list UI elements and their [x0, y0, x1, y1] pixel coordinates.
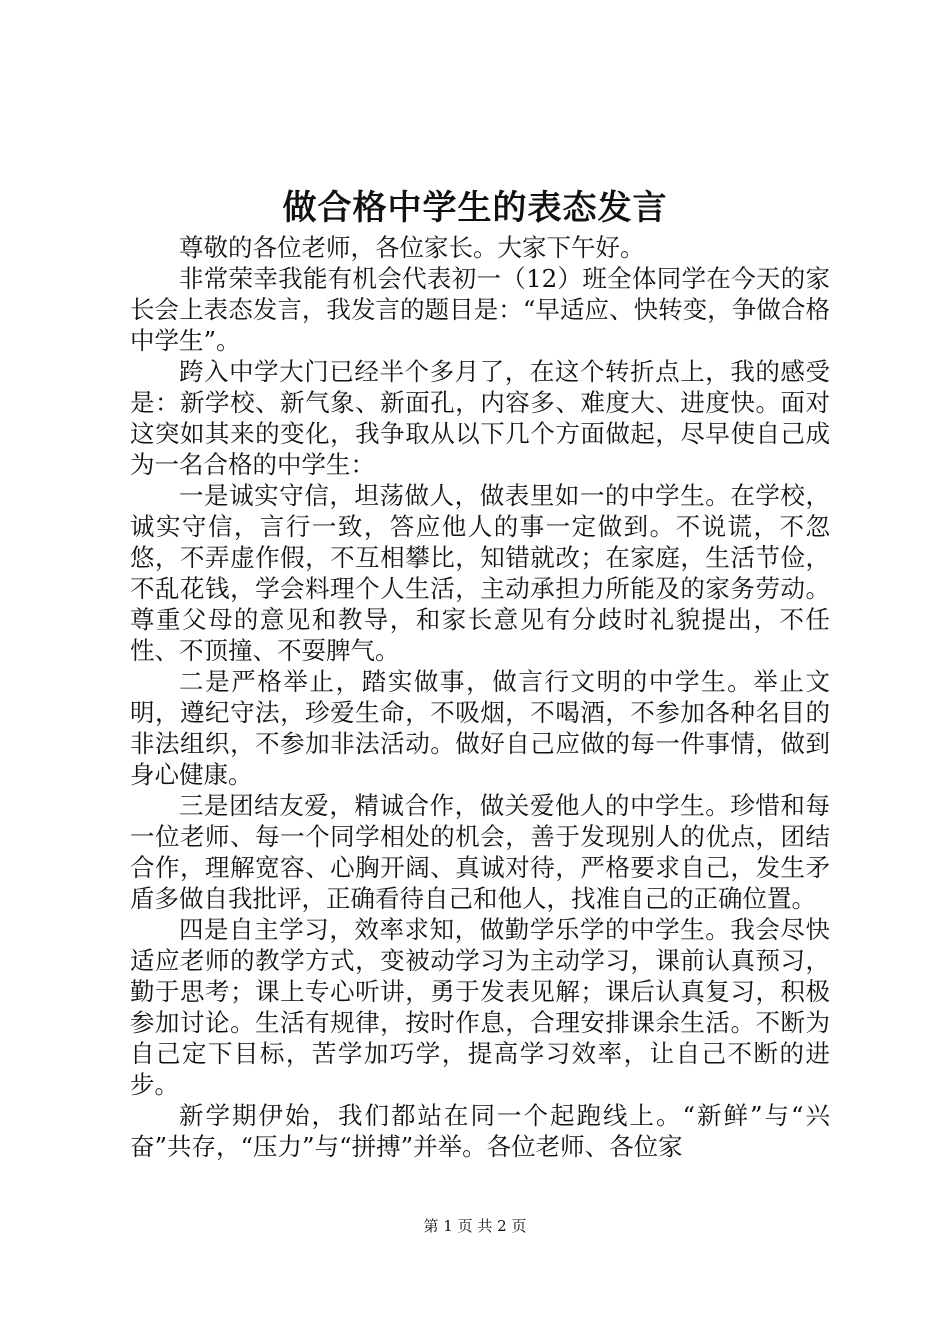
- paragraph-point-four: 四是自主学习，效率求知，做勤学乐学的中学生。我会尽快适应老师的教学方式，变被动学习为主动学习，课前认真预习，勤于思考；课上专心听讲，勇于发表见解；课后认真复习，积极参加讨论。生活有规律，按时作息，合理安排课余生活。不断为自己定下目标，苦学加巧学，提高学习效率，让自己不断的进步。: [130, 915, 830, 1099]
- document-title: 做合格中学生的表态发言: [282, 188, 668, 228]
- document-body: [130, 232, 830, 1162]
- paragraph-context: 跨入中学大门已经半个多月了，在这个转折点上，我的感受是：新学校、新气象、新面孔，内容多、难度大、进度快。面对这突如其来的变化，我争取从以下几个方面做起，尽早使自己成为一名合格的中学生：: [130, 357, 830, 479]
- paragraph-point-two: 二是严格举止，踏实做事，做言行文明的中学生。举止文明，遵纪守法，珍爱生命，不吸烟，不喝酒，不参加各种名目的非法组织，不参加非法活动。做好自己应做的每一件事情，做到身心健康。: [130, 667, 830, 789]
- paragraph-point-three: 三是团结友爱，精诚合作，做关爱他人的中学生。珍惜和每一位老师、每一个同学相处的机会，善于发现别人的优点，团结合作，理解宽容、心胸开阔、真诚对待，严格要求自己，发生矛盾多做自我批评，正确看待自己和他人，找准自己的正确位置。: [130, 791, 830, 913]
- paragraph-closing: 新学期伊始，我们都站在同一个起跑线上。“新鲜”与“兴奋”共存，“压力”与“拼搏”并举。各位老师、各位家: [130, 1101, 830, 1161]
- page-number-footer: 第 1 页 共 2 页: [423, 1217, 527, 1235]
- paragraph-point-one: 一是诚实守信，坦荡做人，做表里如一的中学生。在学校，诚实守信，言行一致，答应他人的事一定做到。不说谎，不忽悠，不弄虚作假，不互相攀比，知错就改；在家庭，生活节俭，不乱花钱，学会料理个人生活，主动承担力所能及的家务劳动。尊重父母的意见和教导，和家长意见有分歧时礼貌提出，不任性、不顶撞、不耍脾气。: [130, 481, 830, 665]
- paragraph-greeting: 尊敬的各位老师，各位家长。大家下午好。: [179, 233, 645, 262]
- paragraph-intro: 非常荣幸我能有机会代表初一（12）班全体同学在今天的家长会上表态发言，我发言的题目是：“早适应、快转变，争做合格中学生”。: [130, 264, 830, 355]
